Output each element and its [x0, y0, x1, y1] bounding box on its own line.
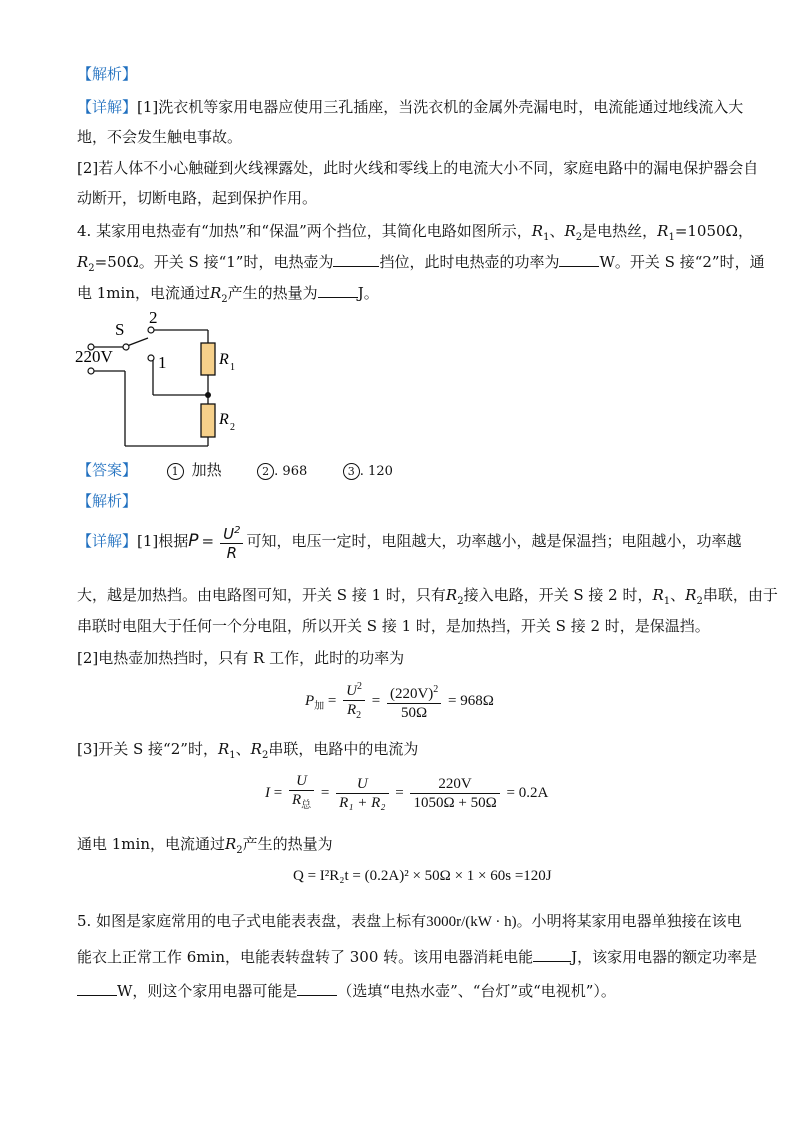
q4-text: 电 1min，电流通过 — [77, 284, 210, 302]
detail-paragraph-1-cont: 地，不会发生触电事故。 — [77, 128, 243, 146]
question-5-line-1 — [77, 910, 742, 931]
r1-value: =1050Ω， — [674, 222, 753, 240]
answer-blank-energy[interactable] — [533, 947, 571, 962]
detail-text: 串联，由于 — [702, 586, 778, 604]
r1-sub: 1 — [543, 232, 550, 243]
detail-text: [1]根据 — [137, 532, 189, 550]
separator: 、 — [670, 586, 686, 604]
equation-current: I = $\frac{U}{R_总}$ = $\frac{U}{\text{R₁ + R₂}}$ = $\frac{220V}{1050\Omega + 50\Omega}$ = 0.2A — [265, 772, 548, 815]
answer-tag: 【答案】 — [77, 461, 138, 479]
formula-r: R — [220, 543, 243, 562]
q4-text: 4. 某家用电热壶有“加热”和“保温”两个挡位，其简化电路如图所示， — [77, 222, 532, 240]
detail-text: [3]开关 S 接“2”时， — [77, 740, 218, 758]
answer-number-1: 1 — [167, 463, 184, 480]
formula-p: P — [188, 531, 199, 551]
answer-blank-power[interactable] — [77, 981, 117, 996]
r2-symbol: R — [564, 222, 576, 240]
question-4-line-3 — [77, 282, 379, 305]
detail-line-2 — [77, 584, 778, 607]
r1-symbol: R — [652, 586, 664, 604]
detail-text: 产生的热量为 — [242, 835, 333, 853]
r1-symbol: R — [657, 222, 669, 240]
r2-symbol: R — [77, 253, 89, 271]
question-5-line-3 — [77, 980, 616, 1001]
answer-blank-1[interactable] — [333, 252, 379, 267]
detail-tag: 【详解】 — [77, 98, 138, 116]
detail-tag: 【详解】 — [77, 532, 138, 550]
r2-symbol: R — [225, 835, 237, 853]
formula-u-sup: 2 — [234, 525, 241, 536]
eq2-result: = 0.2A — [506, 785, 549, 801]
r2-value: =50Ω。开关 S 接“1”时，电热壶为 — [94, 253, 334, 271]
answer-line — [77, 459, 393, 480]
detail-text: 可知，电压一定时，电阻越大，功率越小，越是保温挡；电阻越小，功率越 — [246, 532, 742, 550]
detail-line-4: [2]电热壶加热挡时，只有 R 工作，此时的功率为 — [77, 649, 405, 667]
r1-symbol: R — [531, 222, 544, 240]
eq1-f2-num: (220V) — [389, 686, 434, 702]
eq2-lhs: I — [265, 785, 270, 801]
answer-blank-appliance[interactable] — [297, 981, 337, 996]
eq1-f1-den-sub: 2 — [356, 710, 362, 721]
r2-symbol: R — [445, 586, 458, 604]
q4-text: 产生的热量为 — [227, 284, 318, 302]
q4-text: 是电热丝， — [582, 222, 658, 240]
q4-text: 挡位，此时电热壶的功率为 — [379, 253, 560, 271]
r2-sub: 2 — [88, 263, 95, 274]
detail-paragraph-1 — [77, 96, 743, 117]
eq1-lhs: P — [305, 692, 315, 709]
answer-blank-3[interactable] — [318, 283, 358, 298]
voltage-label: 220V — [75, 347, 113, 366]
answer-1-text: 加热 — [191, 461, 222, 479]
terminal-2-label: 2 — [149, 308, 158, 327]
r1-sub: 1 — [229, 750, 236, 761]
r2-label: R — [219, 411, 229, 428]
meter-constant: 3000r/(kW · h) — [426, 914, 517, 930]
answer-number-2: 2 — [257, 463, 274, 480]
eq2-f2-den: R₁ + R₂ — [336, 793, 388, 812]
r2-sub: 2 — [457, 596, 464, 607]
equation-power: $P_加$ = $\frac{U^2}{R_2}$ = $\frac{(220V)^2}{50\Omega}$ = 968Ω — [305, 678, 494, 725]
q5-text: W，则这个家用电器可能是 — [117, 982, 298, 1000]
r2-symbol: R — [685, 586, 697, 604]
eq1-f2-den: 50Ω — [387, 703, 441, 722]
answer-3-text: . 120 — [359, 464, 393, 479]
detail-line-1 — [77, 522, 741, 562]
eq2-f3-num: 220V — [438, 776, 472, 792]
formula-equals: = — [201, 532, 215, 550]
separator: 、 — [549, 222, 565, 240]
detail-text: 大，越是加热挡。由电路图可知，开关 S 接 1 时，只有 — [77, 586, 446, 604]
r2-sub: 2 — [221, 294, 228, 305]
q4-text: J。 — [357, 284, 379, 302]
formula-u: U — [223, 525, 235, 543]
circuit-diagram — [70, 305, 250, 453]
answer-2-text: . 968 — [274, 464, 308, 479]
r1-sub: 1 — [668, 232, 675, 243]
eq1-lhs-sub: 加 — [314, 700, 325, 712]
q5-text: J，该家用电器的额定功率是 — [571, 948, 758, 966]
r1-label-sub: 1 — [230, 362, 235, 373]
eq1-f1-num: U — [346, 683, 357, 699]
terminal-1-label: 1 — [158, 353, 167, 372]
detail-line-6 — [77, 833, 333, 856]
r1-symbol: R — [217, 740, 230, 758]
separator: 、 — [235, 740, 251, 758]
q5-text: 5. 如图是家庭常用的电子式电能表表盘，表盘上标有 — [77, 912, 427, 930]
detail-paragraph-2: [2]若人体不小心触碰到火线裸露处，此时火线和零线上的电流大小不同，家庭电路中的漏电保护器会自 — [77, 159, 759, 177]
eq1-result: = 968Ω — [448, 693, 494, 709]
eq2-f2-num: U — [356, 776, 368, 792]
r2-sub: 2 — [261, 750, 269, 761]
r2-sub: 2 — [575, 232, 583, 243]
eq2-f1-den-sub: 总 — [301, 800, 312, 811]
question-4-line-2 — [77, 251, 765, 274]
eq1-f1-den: R — [346, 702, 357, 718]
eq2-f3-den: 1050Ω + 50Ω — [410, 793, 499, 812]
junction-dot — [205, 392, 211, 398]
q4-text: W。开关 S 接“2”时，通 — [599, 253, 765, 271]
r1-label: R — [219, 351, 229, 368]
analysis-heading: 【解析】 — [77, 65, 138, 83]
analysis-heading-2: 【解析】 — [77, 492, 138, 510]
detail-line-3: 串联时电阻大于任何一个分电阻，所以开关 S 接 1 时，是加热挡，开关 S 接 2 时，是保温挡。 — [77, 617, 710, 635]
formula-fraction — [220, 522, 243, 562]
eq1-f2-num-sup: 2 — [433, 684, 439, 695]
answer-number-3: 3 — [343, 463, 360, 480]
eq2-f1-den: R — [291, 792, 302, 808]
detail-paragraph-2-cont: 动断开，切断电路，起到保护作用。 — [77, 189, 318, 207]
detail-text: 通电 1min，电流通过 — [77, 835, 225, 853]
answer-blank-2[interactable] — [559, 252, 599, 267]
switch-label: S — [115, 320, 125, 339]
r2-sub: 2 — [696, 596, 703, 607]
r2-symbol: R — [210, 284, 222, 302]
r2-label-sub: 2 — [230, 422, 235, 433]
detail-text: 串联，电路中的电流为 — [268, 740, 419, 758]
eq2-f1-num: U — [296, 773, 307, 789]
q5-text: （选填“电热水壶”、“台灯”或“电视机”）。 — [337, 982, 616, 1000]
r2-symbol: R — [250, 740, 262, 758]
question-4-line-1 — [77, 220, 753, 243]
eq1-f1-num-sup: 2 — [356, 681, 362, 692]
r1-sub: 1 — [663, 596, 671, 607]
q5-text: 。小明将某家用电器单独接在该电 — [516, 912, 742, 930]
detail-line-5 — [77, 738, 418, 761]
question-5-line-2 — [77, 946, 757, 967]
detail-text: [1]洗衣机等家用电器应使用三孔插座，当洗衣机的金属外壳漏电时，电流能通过地线流入大 — [137, 98, 744, 116]
r2-sub: 2 — [236, 845, 243, 856]
q5-text: 能衣上正常工作 6min，电能表转盘转了 300 转。该用电器消耗电能 — [77, 948, 534, 966]
detail-text: 接入电路，开关 S 接 2 时， — [463, 586, 653, 604]
equation-heat: Q = I²R₂t = (0.2A)² × 50Ω × 1 × 60s =120J — [293, 868, 552, 884]
